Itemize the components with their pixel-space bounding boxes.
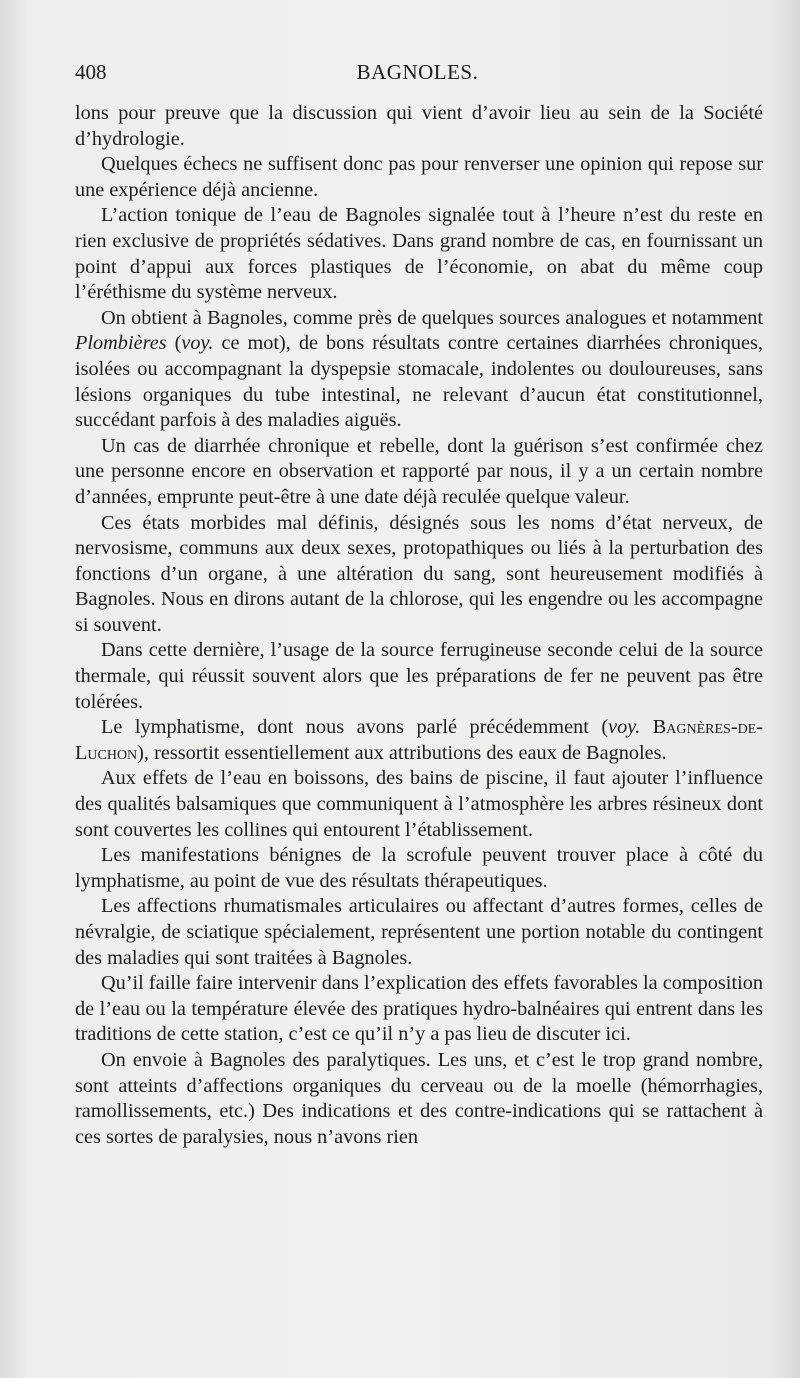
paragraph: Quelques échecs ne suffisent donc pas pour renverser une opinion qui repose sur une expérience déjà ancienne. (75, 153, 763, 201)
italic-text: voy. (608, 716, 641, 739)
paragraph: Ces états morbides mal définis, désignés sous les noms d’état nerveux, de nervosisme, communs aux deux sexes, protopathiques ou liés à la perturbation des fonctions d’un organe, à une altération du sang, sont heureusement modifiés à Bagnoles. Nous en dirons autant de la chlorose, qui les engendre ou les accompagne si souvent. (75, 511, 763, 636)
paragraph (75, 715, 763, 766)
running-head: BAGNOLES. (356, 60, 479, 84)
paragraph: L’action tonique de l’eau de Bagnoles signalée tout à l’heure n’est du reste en rien exclusive de propriétés sédatives. Dans grand nombre de cas, en fournissant un point d’appui aux forces plastiques de l’économie, on abat du même coup l’éréthisme du système nerveux. (75, 204, 763, 304)
text-run: On obtient à Bagnoles, comme près de quelques sources analogues et notamment (101, 306, 763, 329)
body-text (75, 101, 763, 1150)
page-header (75, 60, 760, 94)
small-caps-reference: Bagnères-de-Luchon (75, 716, 763, 764)
paragraph-continuation: lons pour preuve que la discussion qui vient d’avoir lieu au sein de la Société d’hydrologie. (75, 102, 763, 150)
text-run: Le lymphatisme, dont nous avons parlé précédemment ( (101, 716, 609, 739)
paragraph (75, 306, 763, 434)
italic-text: Plombières (75, 332, 167, 355)
page-number: 408 (75, 60, 107, 84)
paragraph: Un cas de diarrhée chronique et rebelle, dont la guérison s’est confirmée chez une personne encore en observation et rapporté par nous, il y a un certain nombre d’années, emprunte peut-être à une date déjà reculée quelque valeur. (75, 434, 763, 508)
paragraph: Aux effets de l’eau en boissons, des bains de piscine, il faut ajouter l’influence des qualités balsamiques que communiquent à l’atmosphère les arbres résineux dont sont couvertes les collines qui entourent l’établissement. (75, 767, 763, 841)
italic-text: voy. (181, 332, 214, 355)
paragraph: On envoie à Bagnoles des paralytiques. Les uns, et c’est le trop grand nombre, sont atteints d’affections organiques du cerveau ou de la moelle (hémorrhagies, ramollissements, etc.) Des indications et des contre-indications qui se rattachent à ces sortes de paralysies, nous n’avons rien (75, 1048, 763, 1148)
paragraph: Qu’il faille faire intervenir dans l’explication des effets favorables la composition de l’eau ou la température élevée des pratiques hydro-balnéaires qui entrent dans les traditions de cette station, c’est ce qu’il n’y a pas lieu de discuter ici. (75, 972, 763, 1046)
text-run (640, 716, 653, 738)
paragraph: Dans cette dernière, l’usage de la source ferrugineuse seconde celui de la source thermale, qui réussit souvent alors que les préparations de fer ne peuvent pas être tolérées. (75, 639, 763, 713)
text-run: ( (166, 332, 182, 355)
paragraph: Les manifestations bénignes de la scrofule peuvent trouver place à côté du lymphatisme, au point de vue des résultats thérapeutiques. (75, 844, 763, 892)
text-run: ce mot), de bons résultats contre certaines diarrhées chroniques, isolées ou accompagnant la dyspepsie stomacale, indolentes ou douloureuses, sans lésions organiques du tube intestinal, ne relevant d’aucun état constitutionnel, succédant parfois à des maladies aiguës. (75, 332, 763, 432)
text-run: ), ressortit essentiellement aux attributions des eaux de Bagnoles. (137, 741, 667, 764)
paragraph: Les affections rhumatismales articulaires ou affectant d’autres formes, celles de névralgie, de sciatique spécialement, représentent une portion notable du contingent des maladies qui sont traitées à Bagnoles. (75, 895, 763, 969)
